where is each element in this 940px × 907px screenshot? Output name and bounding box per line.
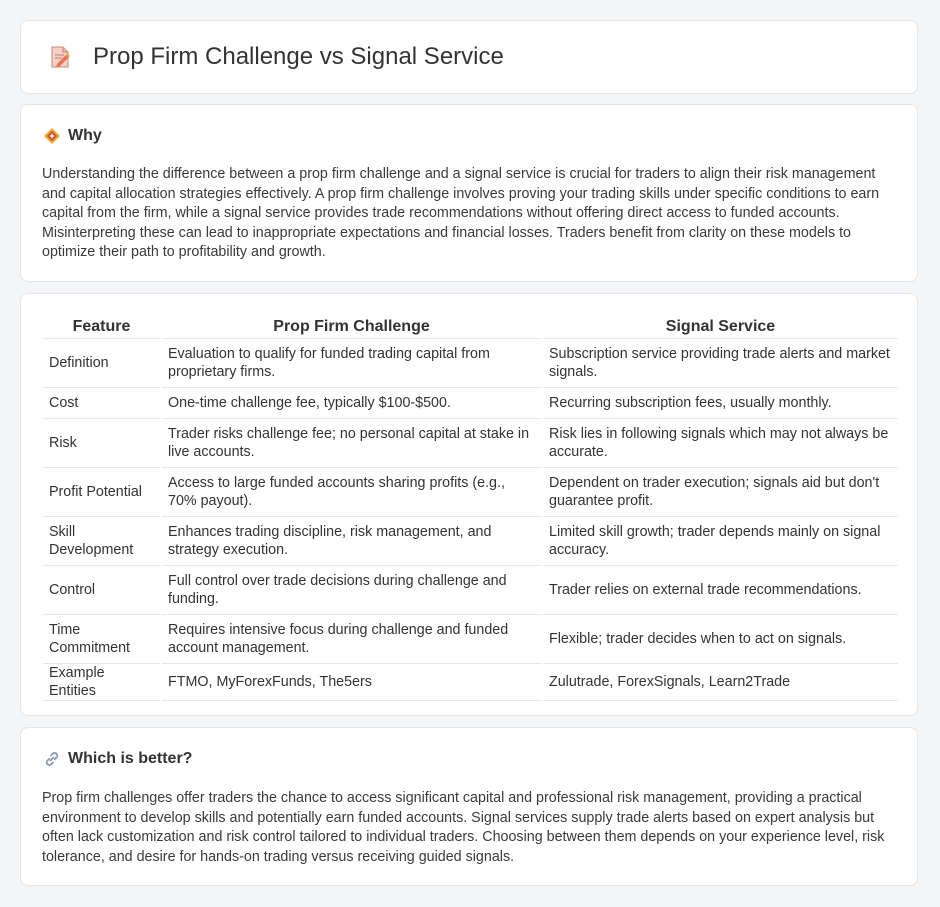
table-row: [43, 566, 898, 615]
link-icon: [43, 750, 61, 768]
which-is-better-title: Which is better?: [68, 750, 193, 767]
comparison-table: [43, 316, 898, 701]
comparison-table-card: [20, 293, 918, 716]
which-is-better-text: Prop firm challenges offer traders the chance to access significant capital and professional risk management, providing a practical environment to develop skills and potentially earn funded accounts. Signal services supply trade alerts based on expert analysis but often lack customization and risk control tailored to individual traders. Choosing between them depends on your experience level, risk tolerance, and desire for hands-on trading versus receiving guided signals.: [42, 790, 885, 865]
document-edit-icon: [47, 44, 73, 70]
signal-service-cell: Flexible; trader decides when to act on signals.: [542, 615, 898, 664]
signal-service-cell: Subscription service providing trade alerts and market signals.: [542, 339, 898, 388]
prop-firm-cell: One-time challenge fee, typically $100-$500.: [161, 388, 542, 419]
table-row: [43, 339, 898, 388]
feature-cell: Control: [43, 566, 161, 615]
table-row: [43, 468, 898, 517]
feature-cell: Time Commitment: [43, 615, 161, 664]
column-header: Signal Service: [542, 316, 898, 339]
feature-cell: Cost: [43, 388, 161, 419]
table-row: [43, 419, 898, 468]
table-row: [43, 517, 898, 566]
column-header: Feature: [43, 316, 161, 339]
prop-firm-cell: Full control over trade decisions during challenge and funding.: [161, 566, 542, 615]
signal-service-cell: Risk lies in following signals which may not always be accurate.: [542, 419, 898, 468]
table-row: [43, 615, 898, 664]
column-header: Prop Firm Challenge: [161, 316, 542, 339]
feature-cell: Definition: [43, 339, 161, 388]
prop-firm-cell: Trader risks challenge fee; no personal capital at stake in live accounts.: [161, 419, 542, 468]
prop-firm-cell: Enhances trading discipline, risk management, and strategy execution.: [161, 517, 542, 566]
diamond-icon: [43, 127, 61, 145]
signal-service-cell: Dependent on trader execution; signals aid but don't guarantee profit.: [542, 468, 898, 517]
signal-service-cell: Limited skill growth; trader depends mainly on signal accuracy.: [542, 517, 898, 566]
table-row: [43, 664, 898, 701]
prop-firm-cell: Access to large funded accounts sharing profits (e.g., 70% payout).: [161, 468, 542, 517]
page-title: Prop Firm Challenge vs Signal Service: [93, 43, 504, 70]
table-row: [43, 388, 898, 419]
signal-service-cell: Zulutrade, ForexSignals, Learn2Trade: [542, 664, 898, 701]
table-header-row: [43, 316, 898, 339]
feature-cell: Risk: [43, 419, 161, 468]
prop-firm-cell: Requires intensive focus during challenge and funded account management.: [161, 615, 542, 664]
why-section: [20, 104, 918, 282]
signal-service-cell: Recurring subscription fees, usually monthly.: [542, 388, 898, 419]
prop-firm-cell: FTMO, MyForexFunds, The5ers: [161, 664, 542, 701]
feature-cell: Example Entities: [43, 664, 161, 701]
why-text: Understanding the difference between a prop firm challenge and a signal service is crucial for traders to align their risk management and capital allocation strategies effectively. A prop firm challenge involves proving your trading skills under specific conditions to earn capital from the firm, while a signal service provides trade recommendations without offering direct access to funded accounts. Misinterpreting these can lead to inappropriate expectations and financial losses. Traders benefit from clarity on these models to optimize their path to profitability and growth.: [42, 166, 880, 261]
signal-service-cell: Trader relies on external trade recommendations.: [542, 566, 898, 615]
why-title: Why: [68, 127, 102, 144]
feature-cell: Skill Development: [43, 517, 161, 566]
which-is-better-section: [20, 727, 918, 886]
feature-cell: Profit Potential: [43, 468, 161, 517]
header-card: [20, 20, 918, 94]
prop-firm-cell: Evaluation to qualify for funded trading capital from proprietary firms.: [161, 339, 542, 388]
